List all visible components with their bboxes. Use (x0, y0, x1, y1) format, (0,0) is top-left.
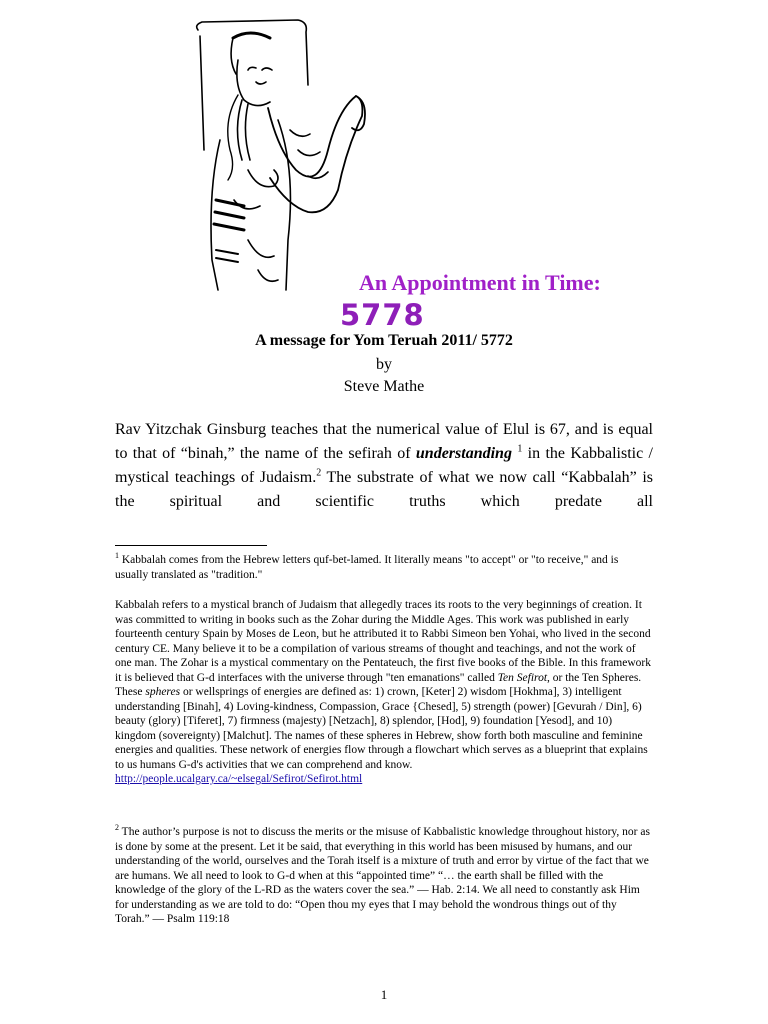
body-text: The substrate of what we now call “Kabbalah” is the spiritual and scientific truths which predate all (115, 469, 654, 510)
page-number: 1 (380, 987, 388, 1002)
body-text: in the Kabbalistic / mystical teachings of Judaism. (115, 445, 654, 486)
author-name: Steve Mathe (343, 378, 425, 395)
emphasis-understanding: understanding (415, 445, 512, 462)
footnote-emphasis: spheres (145, 686, 181, 698)
footnote-text: or wellsprings of energies are defined as: 1) crown, [Keter] 2) wisdom [Hokhma], 3) intelligent understanding [Binah], 4) Loving-kindness, Compassion, Grace {Chesed], 5) strength (power) [Gevurah / Din], 6) beauty (glory) [Tiferet], 7) firmness (majesty) [Netzach], 8) splendor, [Hod], 9) foundation [Yesod], and 10) kingdom (sovereignty) [Malchut]. The names of these spheres in Hebrew, show forth both masculine and feminine energies and qualities. These network of energies flow through a flowchart which serves as a blueprint that explains to us humans G-d's activities that we can comprehend and know. (115, 686, 648, 771)
footnote-text: , or the Ten Spheres. These (115, 671, 642, 698)
footnote-text: Kabbalah comes from the Hebrew letters quf-bet-lamed. It literally means "to accept" or "to receive," and is usually translated as "tradition." (115, 554, 619, 581)
footnote-mark-1: 1 (115, 551, 119, 561)
body-paragraph (115, 418, 653, 514)
footnote-divider (115, 545, 267, 546)
footnote-emphasis: Ten Sefirot (497, 671, 548, 684)
footnote-mark-2: 2 (115, 823, 119, 833)
byline: by (376, 356, 392, 373)
footnote-text: Kabbalah refers to a mystical branch of Judaism that allegedly traces its roots to the very beginnings of creation. It was committed to writing in books such as the Zohar during the Middle Ages. This work was published in early fourteenth century Spain by Moses de Leon, but he attributed it to Rabbi Simeon ben Yohai, who lived in the second century CE. Many believe it to be a compilation of various streams of thought and teachings, and not the work of one man. The Zohar is a mystical commentary on the Pentateuch, the first five books of the Bible. In this framework it is believed that G-d interfaces with the universe through "ten emanations" called (115, 599, 651, 684)
body-text: Rav Yitzchak Ginsburg teaches that the numerical value of Elul is 67, and is equal to that of “binah,” the name of the sefirah of (115, 421, 653, 462)
footnote-1-continued (115, 598, 653, 787)
document-subtitle: A message for Yom Teruah 2011/ 5772 (255, 332, 513, 349)
footnote-ref-1[interactable]: 1 (517, 443, 523, 455)
document-year: 5778 (340, 298, 425, 332)
footnote-text: The author’s purpose is not to discuss the merits or the misuse of Kabbalistic knowledge throughout history, nor as is done by some at the present. Let it be said, that everything in this world has been misused by humans, and our understanding of the world, ourselves and the Torah itself is a mixture of truth and error by virtue of the fact that we are humans. We all need to look to G-d when at this “appointed time” “… the earth shall be filled with the knowledge of the glory of the L-RD as the waters cover the sea.” — Hab. 2:14. We all need to constantly ask Him for understanding as we are told to do: “Open thou my eyes that I may behold the wondrous things out of thy Torah.” — Psalm 119:18 (115, 826, 650, 925)
sefirot-link[interactable]: http://people.ucalgary.ca/~elsegal/Sefirot/Sefirot.html (115, 773, 363, 785)
document-title: An Appointment in Time: (359, 270, 601, 295)
footnote-2 (115, 825, 653, 927)
footnote-1 (115, 553, 653, 582)
footnote-ref-2[interactable]: 2 (316, 467, 322, 479)
shofar-illustration (178, 0, 368, 300)
